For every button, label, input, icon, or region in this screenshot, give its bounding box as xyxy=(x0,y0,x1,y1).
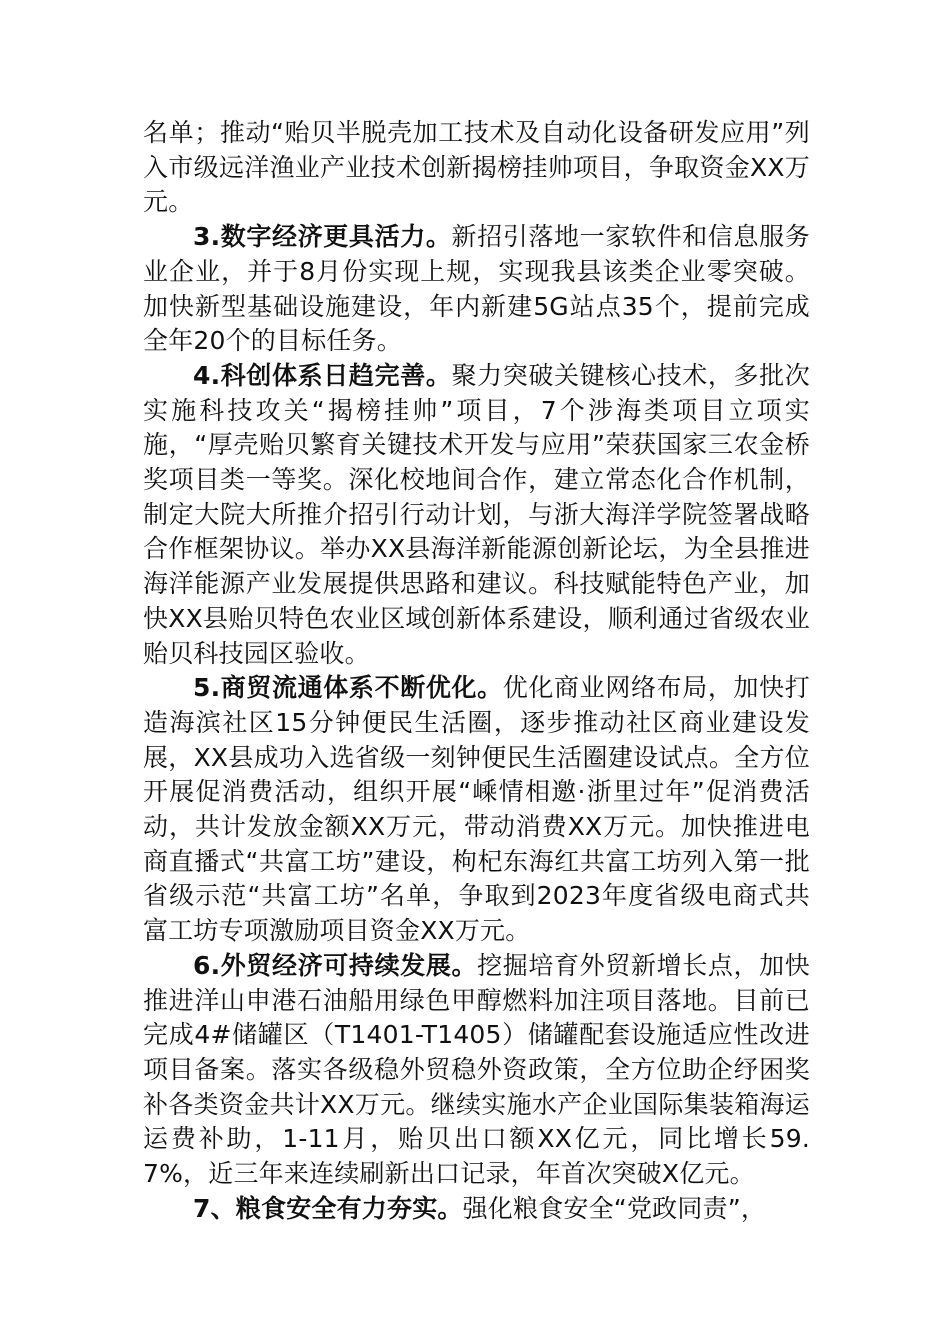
paragraph-text: 强化粮食安全“党政同责”， xyxy=(462,1193,767,1223)
paragraph-heading: 7、粮食安全有力夯实。 xyxy=(193,1193,463,1223)
paragraph-foreign-trade xyxy=(143,949,810,1192)
paragraph-text: 名单；推动“贻贝半脱壳加工技术及自动化设备研发应用”列入市级远洋渔业产业技术创新揭榜挂帅项目，争取资金XX万元。 xyxy=(143,118,810,217)
paragraph-continuation xyxy=(143,116,810,220)
paragraph-commerce xyxy=(143,671,810,949)
paragraph-text: 聚力突破关键核心技术，多批次实施科技攻关“揭榜挂帅”项目，7个涉海类项目立项实施，“厚壳贻贝繁育关键技术开发与应用”荣获国家三农金桥奖项目类一等奖。深化校地间合作，建立常态化合作机制，制定大院大所推介招引行动计划，与浙大海洋学院签署战略合作框架协议。举办XX县海洋新能源创新论坛，为全县推进海洋能源产业发展提供思路和建议。科技赋能特色产业，加快XX县贻贝特色农业区域创新体系建设，顺利通过省级农业贻贝科技园区验收。 xyxy=(143,360,810,668)
paragraph-heading: 3.数字经济更具活力。 xyxy=(193,222,452,252)
paragraph-food-security xyxy=(143,1192,810,1227)
paragraph-text: 优化商业网络布局，加快打造海滨社区15分钟便民生活圈，逐步推动社区商业建设发展，XX县成功入选省级一刻钟便民生活圈建设试点。全方位开展促消费活动，组织开展“嵊情相邀·浙里过年”促消费活动，共计发放金额XX万元，带动消费XX万元。加快推进电商直播式“共富工坊”建设，枸杞东海红共富工坊列入第一批省级示范“共富工坊”名单，争取到2023年度省级电商式共富工坊专项激励项目资金XX万元。 xyxy=(143,673,810,946)
paragraph-heading: 6.外贸经济可持续发展。 xyxy=(193,950,478,980)
paragraph-innovation-system xyxy=(143,359,810,671)
paragraph-heading: 4.科创体系日趋完善。 xyxy=(193,360,452,390)
paragraph-text: 挖掘培育外贸新增长点，加快推进洋山申港石油船用绿色甲醇燃料加注项目落地。目前已完成4#储罐区（T1401-T1405）储罐配套设施适应性改进项目备案。落实各级稳外贸稳外资政策，全方位助企纾困奖补各类资金共计XX万元。继续实施水产企业国际集装箱海运运费补助，1-11月，贻贝出口额XX亿元，同比增长59.7%，近三年来连续刷新出口记录，年首次突破X亿元。 xyxy=(143,950,810,1189)
paragraph-text: 新招引落地一家软件和信息服务业企业，并于8月份实现上规，实现我县该类企业零突破。加快新型基础设施建设，年内新建5G站点35个，提前完成全年20个的目标任务。 xyxy=(143,222,810,356)
paragraph-digital-economy xyxy=(143,220,810,359)
document-page xyxy=(143,116,810,1227)
paragraph-heading: 5.商贸流通体系不断优化。 xyxy=(193,673,503,703)
